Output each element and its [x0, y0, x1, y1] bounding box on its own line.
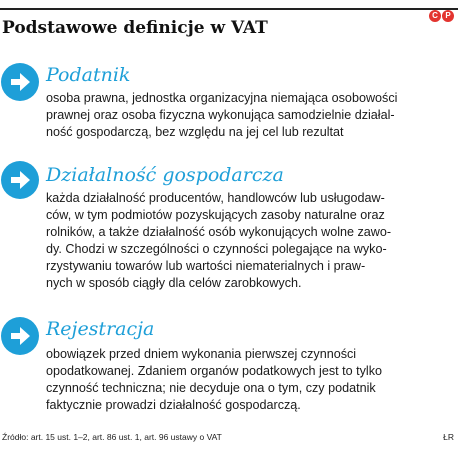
author-credit: ŁR: [443, 432, 454, 442]
body-line: nych w sposób ciągły dla celów zarobkowych.: [46, 276, 302, 290]
body-line: ców, w tym podmiotów pozyskujących zasoby naturalne oraz: [46, 208, 385, 222]
top-rule: [0, 8, 458, 10]
section-body: [46, 190, 454, 292]
body-line: każda działalność producentów, handlowców lub usługodaw-: [46, 191, 385, 205]
page-title: Podstawowe definicje w VAT: [2, 18, 268, 38]
body-line: ność gospodarczą, bez względu na jej cel lub rezultat: [46, 125, 344, 139]
body-line: rolników, a także działalność osób wykonujących wolne zawo-: [46, 225, 392, 239]
body-line: dy. Chodzi w szczególności o czynności polegające na wyko-: [46, 242, 387, 256]
body-line: czynność techniczna; nie decyduje ona o tym, czy podatnik: [46, 381, 376, 395]
section-body: [46, 90, 454, 141]
body-line: rzystywaniu towarów lub wartości niematerialnych i praw-: [46, 259, 366, 273]
logo-badge-p: P: [442, 10, 454, 22]
source-note: Źródło: art. 15 ust. 1–2, art. 86 ust. 1, art. 96 ustawy o VAT: [2, 432, 222, 442]
publisher-logo: [429, 10, 454, 22]
arrow-circle-icon: [0, 316, 40, 356]
section-heading: Rejestracja: [46, 318, 155, 340]
logo-badge-c: C: [429, 10, 441, 22]
body-line: obowiązek przed dniem wykonania pierwszej czynności: [46, 347, 357, 361]
body-line: osoba prawna, jednostka organizacyjna niemająca osobowości: [46, 91, 398, 105]
section-heading: Działalność gospodarcza: [46, 164, 284, 186]
body-line: faktycznie prowadzi działalność gospodarczą.: [46, 398, 301, 412]
body-line: prawnej oraz osoba fizyczna wykonująca samodzielnie działal-: [46, 108, 395, 122]
section-heading: Podatnik: [46, 64, 131, 86]
section-body: [46, 346, 454, 414]
arrow-circle-icon: [0, 62, 40, 102]
arrow-circle-icon: [0, 160, 40, 200]
body-line: opodatkowanej. Zdaniem organów podatkowych jest to tylko: [46, 364, 383, 378]
